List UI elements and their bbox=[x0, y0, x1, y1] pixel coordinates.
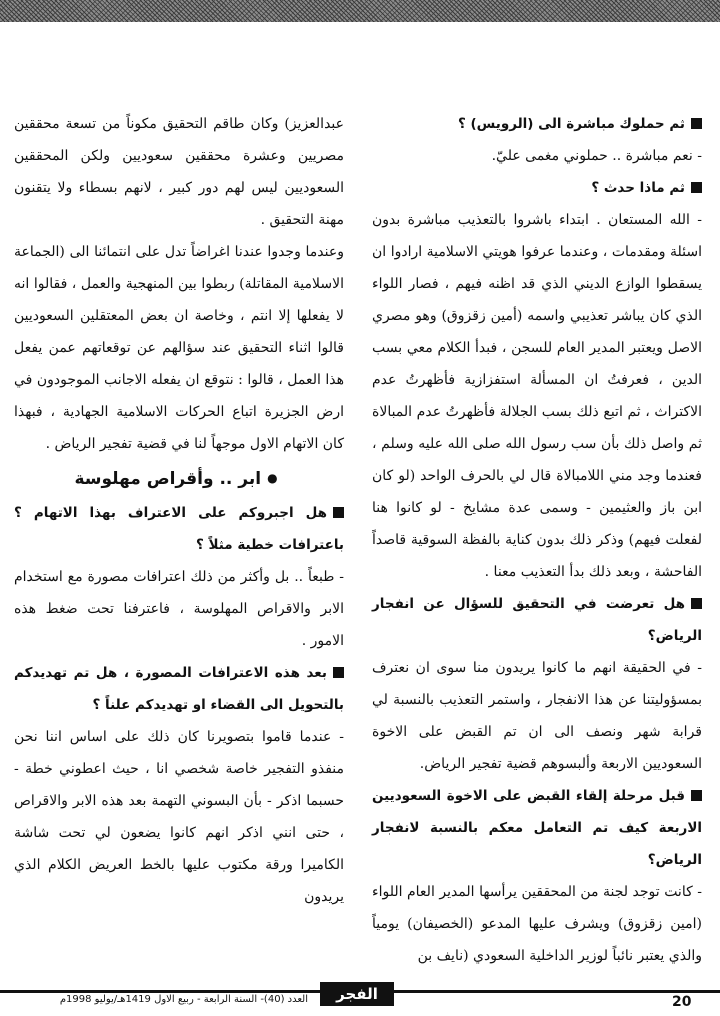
issue-line: العدد (40)- السنة الرابعة - ربيع الاول 1419هـ/يوليو 1998م bbox=[59, 994, 308, 1005]
answer-paragraph: - طبعاً .. بل وأكثر من ذلك اعترافات مصورة مع استخدام الابر والاقراص المهلوسة ، فاعترفنا تحت ضغط هذه الامور . bbox=[14, 569, 344, 649]
article-column-right bbox=[372, 108, 702, 972]
top-decorative-band bbox=[0, 0, 720, 22]
page-number: 20 bbox=[672, 994, 692, 1010]
magazine-logo: الفجر bbox=[320, 982, 394, 1006]
answer-paragraph: وعندما وجدوا عندنا اغراضاً تدل على انتمائنا الى (الجماعة الاسلامية المقاتلة) ربطوا بين المنهجية والعمل ، فقالوا انه لا يفعلها إلا انتم ، وخاصة ان بعض المعتقلين السعوديين قالوا اثناء التحقيق عند سؤالهم عن توقعاتهم عمن يفعل هذا العمل ، قالوا : نتوقع ان يفعله الاجانب الموجودون في ارض الجزيرة اتباع الحركات الاسلامية الجهادية ، فبهذا كان الاتهام الاول موجهاً لنا في قضية تفجير الرياض . bbox=[14, 244, 344, 452]
section-title bbox=[14, 460, 344, 497]
square-bullet-icon bbox=[691, 598, 702, 609]
answer-paragraph: - في الحقيقة انهم ما كانوا يريدون منا سوى ان نعترف بمسؤوليتنا عن هذا الانفجار ، واستمر التعذيب بالنسبة لي قرابة شهر ونصف الى ان تم القبض على الاخوة السعوديين الاربعة وألبسوهم قضية تفجير الرياض. bbox=[372, 660, 702, 772]
answer-paragraph: عبدالعزيز) وكان طاقم التحقيق مكوناً من تسعة محققين مصريين وعشرة محققين سعوديين ولكن المحققين السعوديين ليس لهم دور كبير ، لانهم بسطاء ولا يتقنون مهنة التحقيق . bbox=[14, 116, 344, 228]
answer-paragraph: - نعم مباشرة .. حملوني مغمى عليّ. bbox=[491, 148, 702, 164]
question-heading bbox=[372, 172, 702, 204]
question-heading bbox=[372, 108, 702, 140]
question-text: قبل مرحلة إلقاء القبض على الاخوة السعوديين الاربعة كيف تم التعامل معكم بالنسبة لانفجار الرياض؟ bbox=[372, 788, 702, 868]
question-text: ثم حملوك مباشرة الى (الرويس) ؟ bbox=[457, 116, 685, 132]
answer-paragraph: - كانت توجد لجنة من المحققين يرأسها المدير العام اللواء (امين زقزوق) ويشرف عليها المدعو (الخصيفان) يومياً والذي يعتبر نائباً لوزير الداخلية السعودي (نايف بن bbox=[372, 884, 702, 964]
question-heading bbox=[372, 588, 702, 652]
question-text: بعد هذه الاعترافات المصورة ، هل تم تهديدكم بالتحويل الى القضاء او تهديدكم علناً ؟ bbox=[14, 665, 344, 713]
bullet-icon: ● bbox=[267, 471, 278, 485]
section-title-text: ابر .. وأقراص مهلوسة bbox=[74, 469, 262, 489]
question-heading bbox=[14, 497, 344, 561]
square-bullet-icon bbox=[333, 507, 344, 518]
question-text: ثم ماذا حدث ؟ bbox=[591, 180, 685, 196]
question-heading bbox=[372, 780, 702, 876]
square-bullet-icon bbox=[691, 118, 702, 129]
question-heading bbox=[14, 657, 344, 721]
square-bullet-icon bbox=[333, 667, 344, 678]
question-text: هل تعرضت في التحقيق للسؤال عن انفجار الرياض؟ bbox=[372, 596, 702, 644]
question-text: هل اجبروكم على الاعتراف بهذا الاتهام ؟ باعترافات خطية مثلاً ؟ bbox=[14, 505, 344, 553]
answer-paragraph: - عندما قاموا بتصويرنا كان ذلك على اساس اننا نحن منفذو التفجير خاصة شخصي انا ، حيث اعطوني خطة - حسبما اذكر - بأن البسوني التهمة بعد هذه الابر والاقراص ، حتى انني اذكر انهم كانوا يضعون لي تحت شاشة الكاميرا ورقة مكتوب عليها بالخط العريض الكلام الذي يريدون bbox=[14, 729, 344, 905]
square-bullet-icon bbox=[691, 790, 702, 801]
article-column-left bbox=[14, 108, 344, 913]
answer-paragraph: - الله المستعان . ابتداء باشروا بالتعذيب مباشرة بدون اسئلة ومقدمات ، وعندما عرفوا هويتي الاسلامية ارادوا ان يسقطوا الوازع الديني الذي قد اظنه فيهم ، فصار اللواء الذي كان يباشر تعذيبي واسمه (أمين زقزوق) وهو مصري الاصل ويعتبر المدير العام للسجن ، فبدأ الكلام معي بسب الدين ، فعرفتُ ان المسألة استفزازية فأظهرتُ عدم الاكتراث ، ثم اتبع ذلك بسب الجلالة فأظهرتُ عدم المبالاة ثم واصل ذلك بأن سب رسول الله صلى الله عليه وسلم ، فعندما وجد مني اللامبالاة قال لي بالحرف الواحد (لو كان ابن باز والعثيمين - وسمى عدة مشايخ - لو كانوا هنا لفعلت فيهم) وذكر ذلك بدون كناية بالفظة السوقية قاصداً الفاحشة ، وبعد ذلك بدأ التعذيب معنا . bbox=[372, 212, 702, 580]
square-bullet-icon bbox=[691, 182, 702, 193]
